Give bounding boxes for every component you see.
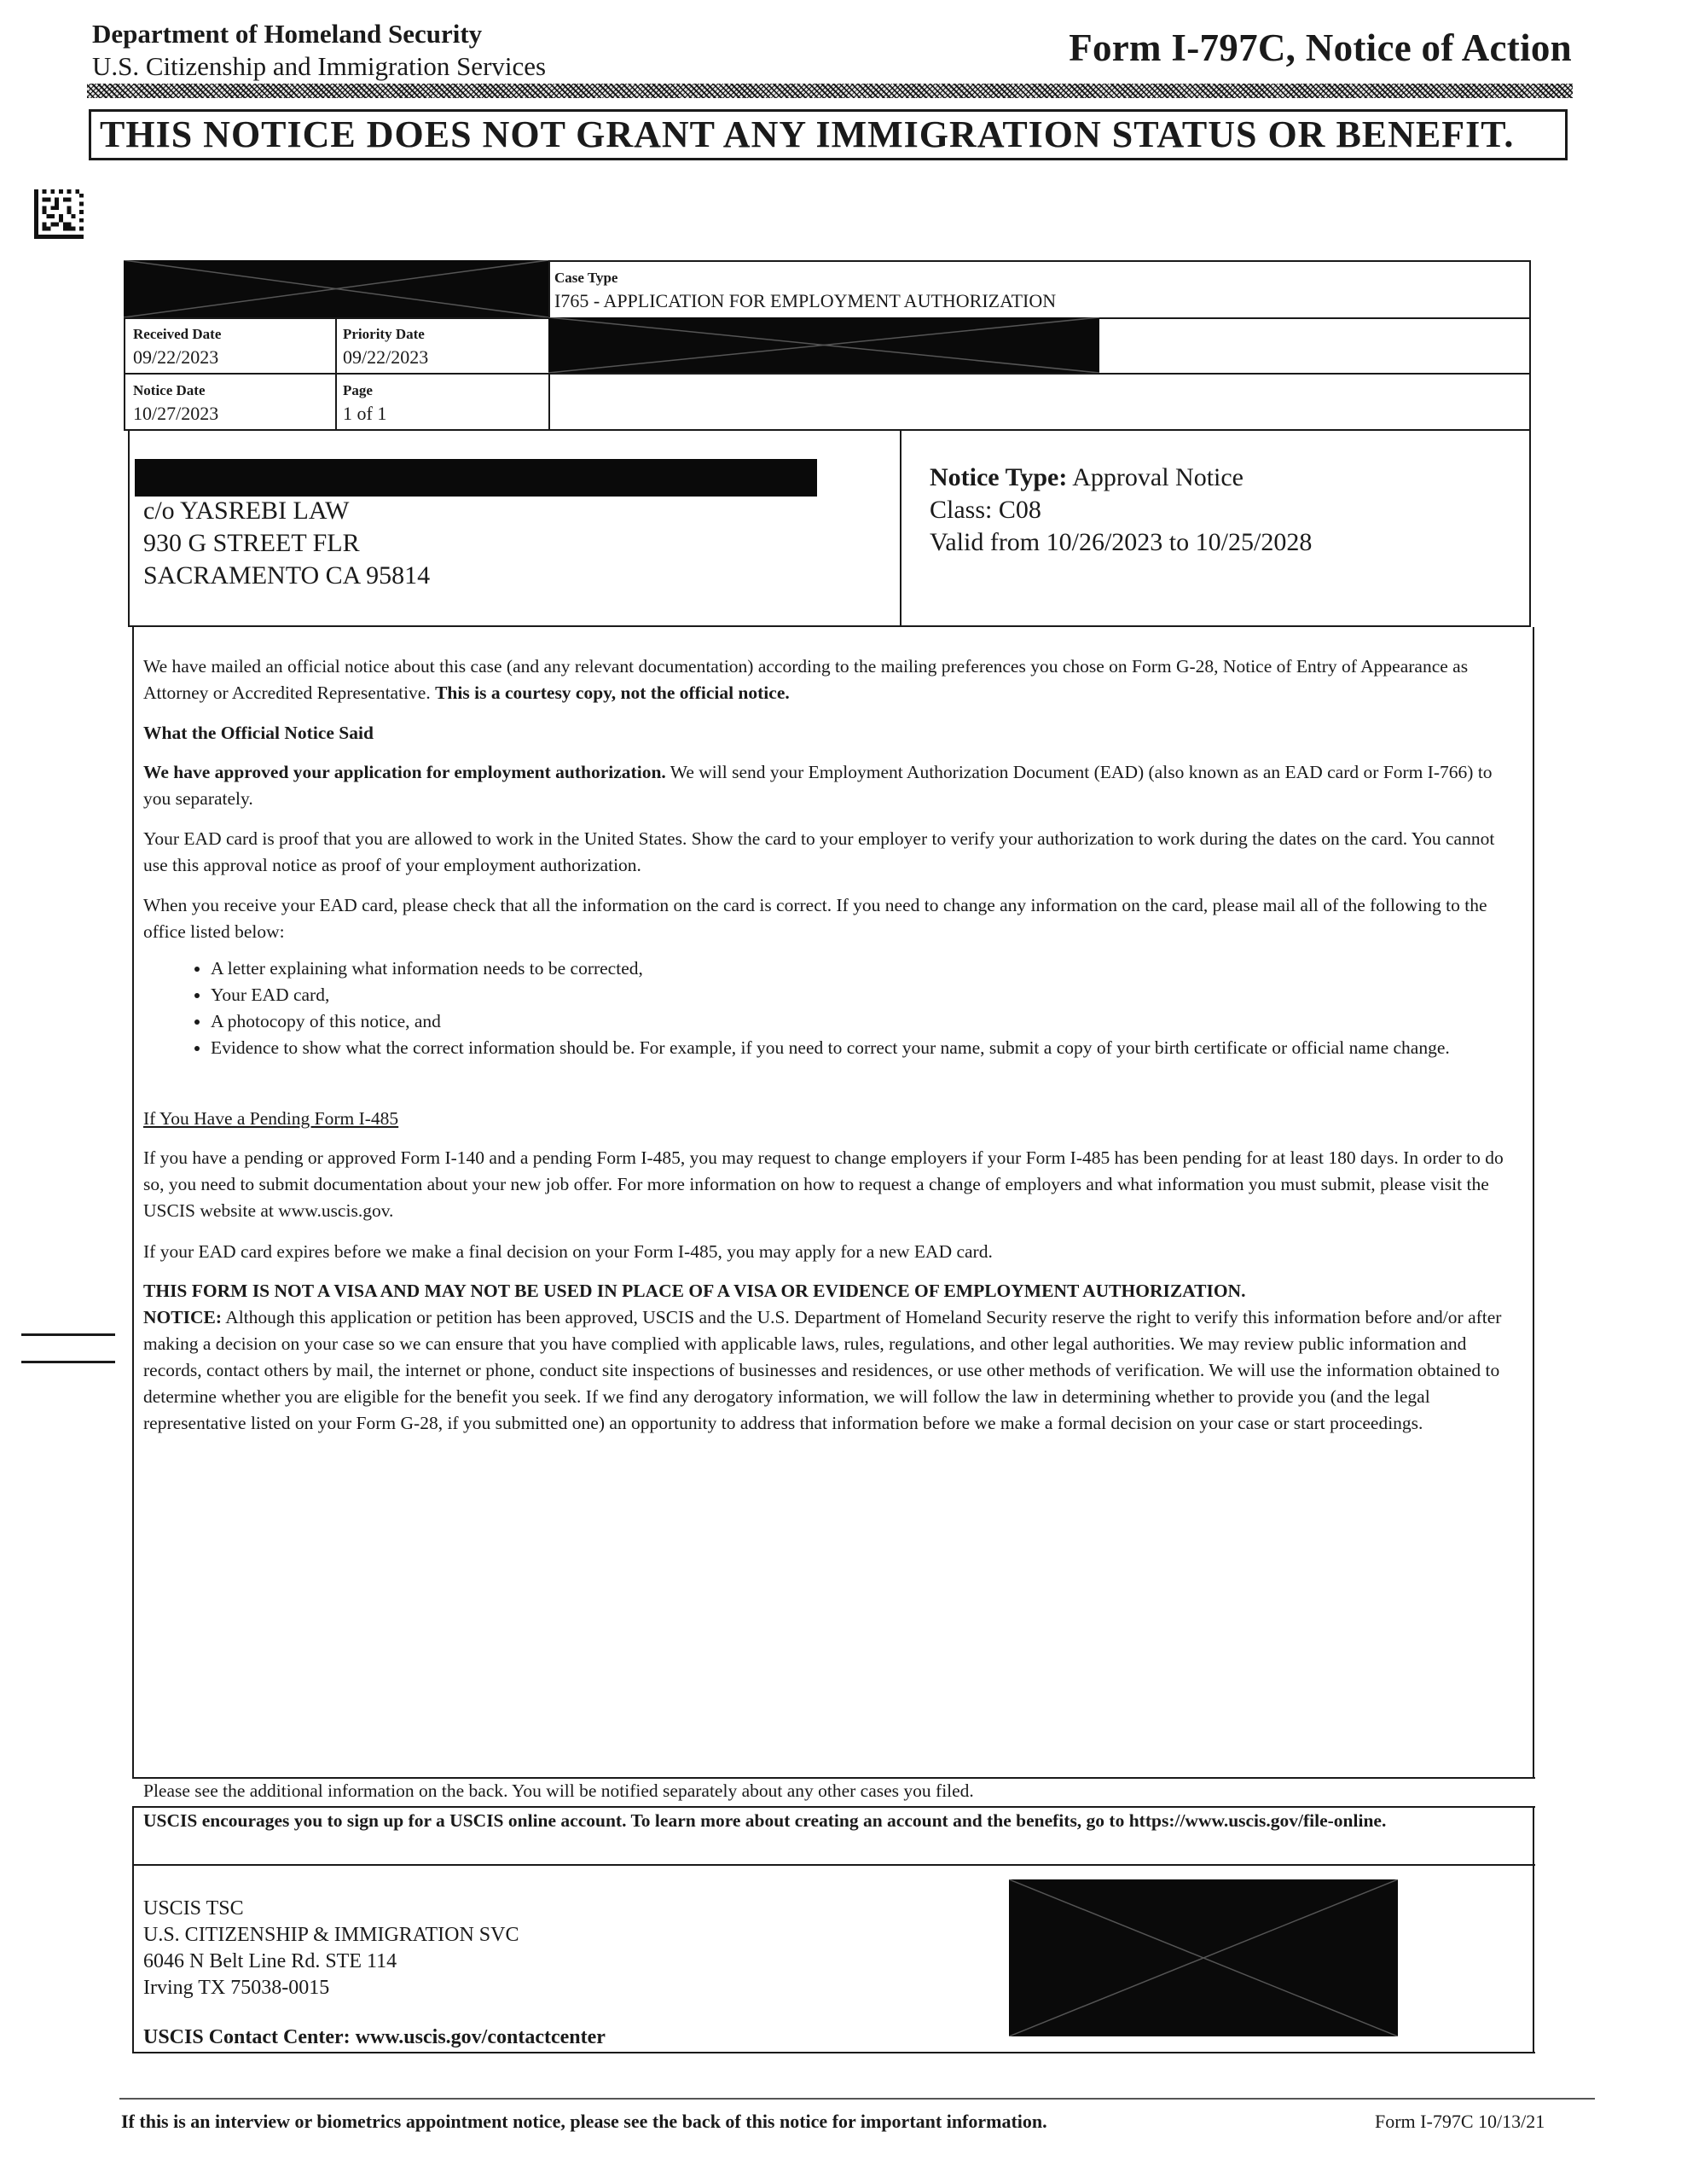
priority-date-value: 09/22/2023: [343, 346, 429, 368]
notice-text: Although this application or petition has been approved, USCIS and the U.S. Department of Homeland Security reserve the right to verify this information before and/or after making a decision on your case so we can ensure that you have complied with applicable laws, rules, regulations, and other legal authorities. We may review public information and records, contact others by mail, the internet or phone, conduct site inspections of businesses and residences, or use other methods of verification. We will use the information obtained to determine whether you are eligible for the benefit you seek. If we find any derogatory information, we will follow the law in determining whether to provide you (and the legal representative listed on your Form G-28, if you submitted one) an opportunity to address that information before we make a formal decision on your case or start proceedings.: [143, 1307, 1502, 1433]
visa-warning: THIS FORM IS NOT A VISA AND MAY NOT BE USED IN PLACE OF A VISA OR EVIDENCE OF EMPLOYMENT AUTHORIZATION.: [143, 1281, 1246, 1301]
courtesy-text: We have mailed an official notice about this case (and any relevant documentation) according to the mailing preferences you chose on Form G-28, Notice of Entry of Appearance as Attorney or Accredited Representative.: [143, 656, 1469, 703]
office-line-1: USCIS TSC: [143, 1897, 244, 1920]
list-item: • Evidence to show what the correct information should be. For example, if you need to correct your name, submit a copy of your birth certificate or official name change.: [211, 1035, 1537, 1061]
redacted-signature-block: [1009, 1879, 1398, 2036]
online-account-note: USCIS encourages you to sign up for a USCIS online account. To learn more about creating an account and the benefits, go to https://www.uscis.gov/file-online.: [143, 1810, 1387, 1831]
address-line-1: c/o YASREBI LAW: [143, 497, 350, 525]
official-notice-heading: What the Official Notice Said: [143, 723, 374, 743]
notice-date-value: 10/27/2023: [133, 403, 219, 424]
notice-type: [930, 462, 1244, 494]
ead-proof-paragraph: Your EAD card is proof that you are allowed to work in the United States. Show the card to your employer to verify your authorization to work during the dates on the card. You cannot use this approval notice as proof of your employment authorization.: [143, 828, 1495, 875]
approval-bold: We have approved your application for employment authorization.: [143, 762, 666, 782]
redacted-receipt-block: [548, 317, 1099, 373]
pending-i485-heading: If You Have a Pending Form I-485: [143, 1108, 399, 1129]
check-card-paragraph: When you receive your EAD card, please check that all the information on the card is correct. If you need to change any information on the card, please mail all of the following to the office listed below:: [143, 895, 1487, 942]
notice-type-value: Approval Notice: [1072, 463, 1244, 491]
list-item: • Your EAD card,: [211, 982, 1537, 1008]
office-line-2: U.S. CITIZENSHIP & IMMIGRATION SVC: [143, 1924, 519, 1946]
priority-date-label: Priority Date: [343, 326, 425, 342]
page-label: Page: [343, 382, 373, 398]
ead-expire-paragraph: If your EAD card expires before we make a final decision on your Form I-485, you may apply for a new EAD card.: [143, 1241, 993, 1262]
address-line-2: 930 G STREET FLR: [143, 529, 360, 557]
approval-text: We will send your Employment Authorization Document (EAD) (also known as an EAD card or Form I-766) to you separately.: [143, 762, 1493, 809]
margin-mark: [21, 1361, 115, 1363]
barcode-icon: [34, 189, 84, 239]
case-type-value: I765 - APPLICATION FOR EMPLOYMENT AUTHORIZATION: [554, 290, 1057, 311]
margin-mark: [21, 1333, 115, 1336]
status-banner: THIS NOTICE DOES NOT GRANT ANY IMMIGRATION STATUS OR BENEFIT.: [89, 109, 1568, 160]
received-date-label: Received Date: [133, 326, 222, 342]
notice-type-label: Notice Type:: [930, 463, 1068, 491]
office-line-3: 6046 N Belt Line Rd. STE 114: [143, 1950, 397, 1972]
address-line-3: SACRAMENTO CA 95814: [143, 561, 431, 590]
notice-validity: Valid from 10/26/2023 to 10/25/2028: [930, 528, 1313, 556]
change-employer-paragraph: If you have a pending or approved Form I-140 and a pending Form I-485, you may request to change employers if your Form I-485 has been pending for at least 180 days. In order to do so, you need to submit documentation about your new job offer. For more information on how to request a change of employers and what information you must submit, please visit the USCIS website at www.uscis.gov.: [143, 1147, 1504, 1221]
approval-paragraph: [143, 759, 1508, 812]
list-item: • A letter explaining what information needs to be corrected,: [211, 956, 1537, 982]
footer-divider: [119, 2098, 1595, 2100]
notice-class: Class: C08: [930, 496, 1041, 524]
agency-name: Department of Homeland Security: [92, 19, 483, 49]
notice-label: NOTICE:: [143, 1307, 222, 1327]
form-id: Form I-797C 10/13/21: [1375, 2111, 1545, 2132]
bottom-note: If this is an interview or biometrics appointment notice, please see the back of this notice for important information.: [121, 2111, 1047, 2132]
redacted-addressee: [135, 459, 817, 497]
header-hatch-divider: [87, 84, 1573, 98]
list-item: • A photocopy of this notice, and: [211, 1008, 1537, 1035]
received-date-value: 09/22/2023: [133, 346, 219, 368]
redacted-name-block: [124, 260, 548, 317]
office-line-4: Irving TX 75038-0015: [143, 1977, 330, 1999]
case-type-label: Case Type: [554, 270, 618, 286]
courtesy-bold: This is a courtesy copy, not the official notice.: [435, 682, 790, 703]
agency-subname: U.S. Citizenship and Immigration Services: [92, 51, 547, 81]
additional-info-note: Please see the additional information on the back. You will be notified separately about any other cases you filed.: [143, 1780, 974, 1801]
legal-notice-paragraph: [143, 1278, 1508, 1437]
form-title: Form I-797C, Notice of Action: [1069, 26, 1572, 69]
notice-date-label: Notice Date: [133, 382, 206, 398]
courtesy-paragraph: [143, 653, 1508, 706]
correction-list: [183, 956, 1537, 1061]
contact-center: USCIS Contact Center: www.uscis.gov/contactcenter: [143, 2026, 606, 2048]
page-value: 1 of 1: [343, 403, 387, 424]
